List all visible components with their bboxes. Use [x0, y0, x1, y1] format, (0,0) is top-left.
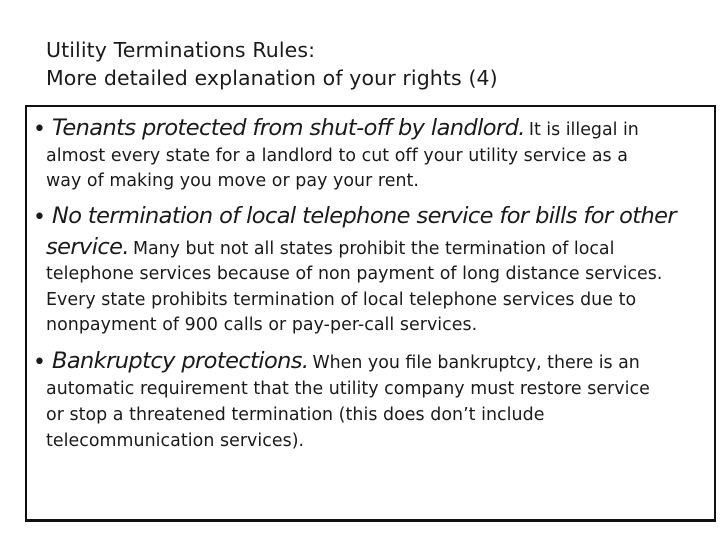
- bullet-inline-text: Many but not all states prohibit the termination of local: [132, 239, 615, 259]
- bullet-inline-text: When you file bankruptcy, there is an: [312, 353, 640, 373]
- bullet-head: [33, 203, 680, 231]
- bullet-dot: •: [33, 350, 46, 375]
- bullet-emphasis-continued: service.: [46, 234, 129, 260]
- bullet-line: nonpayment of 900 calls or pay-per-call services.: [46, 315, 478, 335]
- slide-title: [46, 36, 686, 92]
- title-line-2: More detailed explanation of your rights (4): [46, 66, 498, 90]
- bullet-line: automatic requirement that the utility company must restore service: [46, 379, 650, 399]
- bullet-head: [33, 115, 639, 143]
- bullet-line: almost every state for a landlord to cut off your utility service as a: [46, 146, 628, 166]
- bullet-emphasis: Bankruptcy protections.: [51, 348, 309, 374]
- bullet-inline-text: It is illegal in: [528, 120, 639, 140]
- bullet-line: way of making you move or pay your rent.: [46, 171, 419, 191]
- bullet-emphasis: Tenants protected from shut-off by landlord.: [51, 115, 525, 141]
- bullet-line: or stop a threatened termination (this does don’t include: [46, 405, 545, 425]
- title-line-1: Utility Terminations Rules:: [46, 38, 316, 62]
- bullet-line: telecommunication services).: [46, 431, 305, 451]
- bullet-head-continued: [46, 234, 614, 262]
- bullet-dot: •: [33, 117, 46, 142]
- bullet-line: Every state prohibits termination of local telephone services due to: [46, 290, 637, 310]
- bullet-head: [33, 348, 640, 376]
- bullet-line: telephone services because of non payment of long distance services.: [46, 264, 663, 284]
- bullet-emphasis: No termination of local telephone service for bills for other: [51, 203, 677, 229]
- bullet-dot: •: [33, 205, 46, 230]
